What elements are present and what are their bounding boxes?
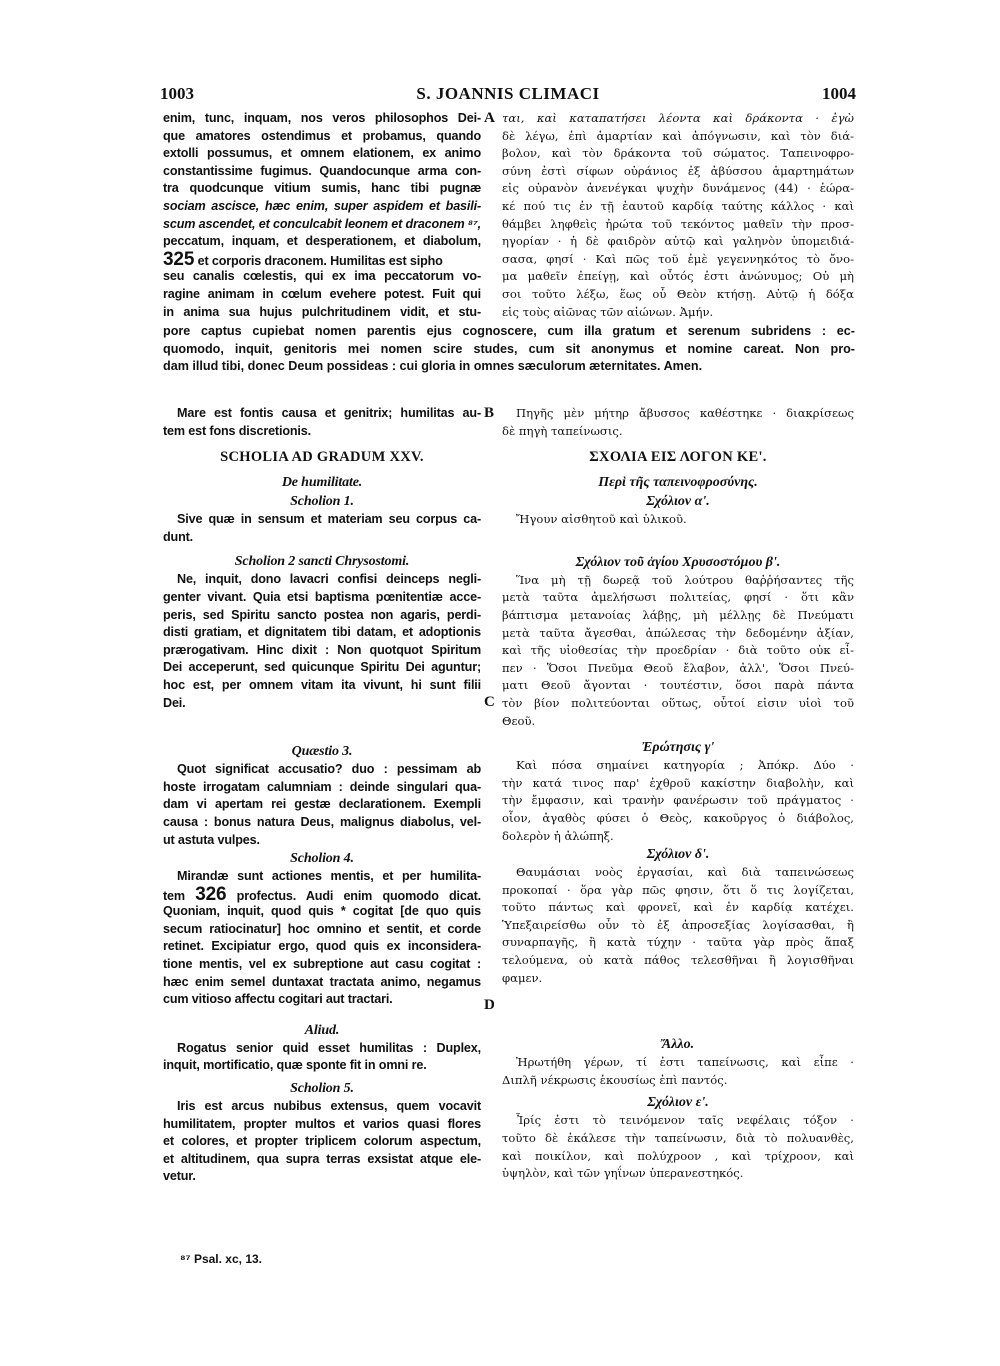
scholion-5-title: Σχόλιον ε'. <box>647 1095 709 1111</box>
text-line: ται, καὶ καταπατήσει λέοντα καὶ δράκοντα · ἐγὼ <box>502 111 854 125</box>
text-line: cum vitioso affectu cogitari aut tractari. <box>163 992 393 1007</box>
text-line: Sive quæ in sensum et materiam seu corpus ca- <box>177 512 481 527</box>
greek-top-text <box>502 110 854 321</box>
text-fragment: et corporis draconem. Humilitas est sipho <box>197 253 443 268</box>
text-line: τὴν ἔμφασιν, καὶ τρανὴν φανέρωσιν τοῦ πράγματος · <box>502 793 854 808</box>
margin-letter-d: D <box>484 997 495 1013</box>
margin-letter-a: A <box>484 110 495 126</box>
text-line: et altitudinem, qua supra terras exsistat atque ele- <box>163 1151 481 1166</box>
page-marker-325: 325 <box>163 250 195 269</box>
text-line: δολερὸν ἡ ἀλώπηξ. <box>502 828 614 843</box>
scholion-5-title: Scholion 5. <box>290 1081 354 1097</box>
text-line-with-marker: tem 326 profectus. Audi enim quomodo dicat. <box>163 885 481 904</box>
text-line: Ἶρίς ἐστι τὸ τεινόμενον ταῖς νεφέλαις τόξον · <box>516 1113 854 1128</box>
text-line: peccatum, inquam, et desperationem, et diabolum, <box>163 234 481 249</box>
section-title: ΣΧΟΛΙΑ ΕΙΣ ΛΟΓΟΝ ΚΕ'. <box>589 449 767 466</box>
text-line: Ἤγουν αἰσθητοῦ καὶ ὑλικοῦ. <box>516 512 687 527</box>
text-line-with-marker <box>163 251 481 269</box>
text-line: εἰς τοὺς αἰῶνας τῶν αἰώνων. Ἀμήν. <box>502 304 714 319</box>
text-line: σύνη ἐστὶ σίφων οὐράνιος ἐξ ἀβύσσου ἁμαρτημάτων <box>502 163 854 178</box>
text-line: δὲ λέγω, ἐπὶ ἁμαρτίαν καὶ ἀπόγνωσιν, καὶ τὸν διά- <box>502 128 854 143</box>
footnote: ⁸⁷ Psal. xc, 13. <box>180 1252 263 1266</box>
text-line: Mare est fontis causa et genitrix; humilitas au- <box>177 406 481 420</box>
page-marker-326: 326 <box>195 885 227 904</box>
question-3-title: Ἐρώτησις γ' <box>641 740 715 756</box>
margin-letter-b: B <box>484 405 495 421</box>
text-line: Ὑπεξαιρείσθω οὖν τὸ ἐξ ἀπροσεξίας λογίσασθαι, ἢ <box>502 917 854 932</box>
text-line: Καὶ πόσα σημαίνει κατηγορία ; Ἀπόκρ. Δύο · <box>516 758 854 773</box>
text-line: Πηγῆς μὲν μήτηρ ἄβυσσος καθέστηκε · διακρίσεως <box>516 406 854 420</box>
latin-scholia-column <box>163 405 481 1186</box>
text-line: Mirandæ sunt actiones mentis, et per humilita- <box>177 869 481 884</box>
text-line: μετὰ ταῦτα ἄγεσθαι, ἀπώλεσας τὴν δεδομένην ἀξίαν, <box>502 625 854 640</box>
text-line: φαμεν. <box>502 970 543 985</box>
text-line: ὑψηλὸν, καὶ τῶν γηΐνων ὑπερανεστηκός. <box>502 1166 744 1181</box>
text-line: hæc enim semel duntaxat tractata animo, negamus <box>163 974 481 989</box>
text-line: τὸν βίον πολιτεύονται οὕτως, οὗτοί εἰσιν υἱοὶ τοῦ <box>502 695 854 710</box>
text-line: θάμβει ληφθεὶς ἠρώτα τοῦ τεκόντος μαθεῖν τὴν προσ- <box>502 216 854 231</box>
text-line: σασα, φησί · Καὶ πῶς τοῦ ἐμὲ γεγεννηκότος τὸ ὄνο- <box>502 251 854 266</box>
text-line: causa : bonus natura Deus, malignus diabolus, vel- <box>163 814 481 829</box>
text-line: tra quodcunque vitium sumis, hanc tibi pugnæ <box>163 181 481 196</box>
text-line: μα μαθεῖν ἐπείγῃ, καὶ οὗτός ἐστι ἀνώνυμος; Οὐ μὴ <box>502 269 854 284</box>
text-line: peris, sed Spiritu sancto postea non agaris, perdi- <box>163 607 481 622</box>
text-line: constantissime fugimus. Quandocunque arma con- <box>163 163 481 178</box>
scholion-4-title: Scholion 4. <box>290 851 354 867</box>
text-line: καὶ τῆς υἱοθεσίας τὴν προεδρίαν · διὰ τοῦτο οὐκ εἶ- <box>502 643 854 658</box>
text-line: hoste irrogatam calumniam : deinde singulari qua- <box>163 779 481 794</box>
text-line: dam illud tibi, donec Deum possideas : cui gloria in omnes sæculorum æternitates. Amen. <box>163 359 703 374</box>
text-line: Θεοῦ. <box>502 713 536 728</box>
text-line: Διπλῆ νέκρωσις ἑκουσίως ἐπὶ παντός. <box>502 1072 728 1087</box>
text-line: prærogativam. Hinc dixit : Non quotquot Spiritum <box>163 642 481 657</box>
text-line: πεν · Ὅσοι Πνεῦμα Θεοῦ ἔλαβον, ἀλλ', Ὅσοι Πνεύ- <box>502 660 854 675</box>
text-line: in anima sua hujus pulchritudinem vidit, et stu- <box>163 304 481 319</box>
aliud-title: Aliud. <box>304 1022 340 1038</box>
text-line: tione mentis, vel ex subreptione aut casu cogitat : <box>163 957 481 972</box>
text-line: Ἠρωτήθη γέρων, τί ἐστι ταπείνωσις, καὶ εἶπε · <box>516 1055 854 1070</box>
text-line: seu canalis cœlestis, qui ex ima peccatorum vo- <box>163 269 481 284</box>
page-number-left: 1003 <box>160 84 194 103</box>
text-line: Rogatus senior quid esset humilitas : Duplex, <box>177 1040 481 1055</box>
text-line: dunt. <box>163 529 194 544</box>
text-line: tem est fons discretionis. <box>163 423 311 438</box>
scholion-2-title: Scholion 2 sancti Chrysostomi. <box>234 554 410 570</box>
section-title: SCHOLIA AD GRADUM XXV. <box>220 449 424 466</box>
text-line: disti gratiam, et dignitatem tibi datam, et adoptionis <box>163 625 481 640</box>
text-line: σοι τοῦτο λέξω, ἕως οὗ Θεὸν κτήσῃ. Αὐτῷ ἡ δόξα <box>502 286 854 301</box>
text-line: inquit, mortificatio, quæ sponte fit in omni re. <box>163 1058 427 1073</box>
text-line: οἷον, ἀγαθὸς φύσει ὁ Θεὸς, κακοῦργος ὁ διάβολος, <box>502 810 854 825</box>
section-subtitle: Περὶ τῆς ταπεινοφροσύνης. <box>598 475 758 491</box>
allo-title: Ἄλλο. <box>661 1037 695 1053</box>
page-header <box>160 84 856 106</box>
full-width-text <box>163 323 855 376</box>
section-subtitle: De humilitate. <box>281 475 363 491</box>
text-line: βάπτισμα μετανοίας λάβῃς, μὴ μέλλῃς δὲ Πνεύματι <box>502 607 854 622</box>
text-line: et colores, et propter triplicem colorum aspectum, <box>163 1134 481 1149</box>
text-line: que amatores ostendimus et probamus, quando <box>163 128 481 143</box>
latin-top-text <box>163 110 481 321</box>
running-head: S. JOANNIS CLIMACI <box>416 84 600 103</box>
text-line: pore captus cupiebat nomen parentis ejus cognoscere, cum illa gratum et serenum subridens : ec- <box>163 324 855 338</box>
text-line: μετὰ ταῦτα ἀμελήσωσι πολιτείας, φησί · ὅτι κἂν <box>502 590 854 605</box>
text-line: sociam ascisce, hæc enim, super aspidem et basili- <box>163 198 481 213</box>
text-line: quomodo, inquit, genitoris mei nomen scire studes, cum sit anonymus et nomine careat. Non pro- <box>163 341 855 356</box>
margin-letter-c: C <box>484 694 495 710</box>
text-line: hoc est, per omnem vitam ita vivunt, hi sunt filii <box>163 677 481 692</box>
text-line: Iris est arcus nubibus extensus, quem vocavit <box>177 1099 481 1114</box>
text-line: humilitatem, propter multos et varios quasi flores <box>163 1116 481 1131</box>
quaestio-3-title: Quæstio 3. <box>291 744 353 760</box>
text-line: τοῦτο δὲ ἐκάλεσε τὴν ταπείνωσιν, διὰ τὸ πολυανθὲς, <box>502 1131 854 1146</box>
text-line: Quot significat accusatio? duo : pessimam ab <box>177 762 481 777</box>
text-line: τελούμενα, οὐ κατὰ πάθος τελεσθῆναι ἢ λογισθῆναι <box>502 953 854 968</box>
text-line: τοῦτο πάντως καὶ φρονεῖ, καὶ ἐν καρδίᾳ κατέχει. <box>502 900 854 915</box>
text-line: vetur. <box>163 1169 196 1184</box>
text-line: Quoniam, inquit, quod quis * cogitat [de quo quis <box>163 904 481 919</box>
text-line: ragine animam in cœlum evehere potest. Fuit qui <box>163 286 481 301</box>
text-line: τὴν κατά τινος παρ' ἐχθροῦ κακίστην διαβολὴν, καὶ <box>502 775 854 790</box>
text-line: Ne, inquit, dono lavacri confisi deinceps negli- <box>177 572 481 587</box>
scholion-2-title: Σχόλιον τοῦ ἁγίου Χρυσοστόμου β'. <box>575 554 781 570</box>
text-line: δὲ πηγὴ ταπείνωσις. <box>502 423 623 438</box>
text-line: secum ratiocinatur] hoc omnino et sentit, et corde <box>163 921 481 936</box>
text-line: Dei. <box>163 695 186 710</box>
text-line: ηγορίαν · ἡ δὲ φαιδρὸν αὐτῷ καὶ γαληνὸν ὑπομειδιά- <box>502 234 854 249</box>
text-line: ματι Θεοῦ ἄγονται · τουτέστιν, ὅσοι παρὰ πάντα <box>502 678 854 693</box>
text-line: ut astuta vulpes. <box>163 832 260 847</box>
scholion-4-title: Σχόλιον δ'. <box>646 847 710 863</box>
text-line: συναρπαγῆς, ἢ κατὰ τύχην · ταῦτα γὰρ πρὸς ἅπαξ <box>502 935 854 950</box>
text-line: Θαυμάσιαι νοὸς ἐργασίαι, καὶ διὰ ταπεινώσεως <box>516 865 854 880</box>
text-line: dam vi apertam rei gestæ declarationem. Exempli <box>163 797 481 812</box>
text-line: scum ascendet, et conculcabit leonem et draconem ⁸⁷, <box>163 216 481 231</box>
text-line: Dei acceperunt, sed quicunque Spiritu Dei aguntur; <box>163 660 481 675</box>
text-line: καὶ ποικίλον, καὶ πολύχροον , καὶ τρίχροον, καὶ <box>502 1148 854 1163</box>
scholion-1-title: Scholion 1. <box>290 494 354 510</box>
page-number-right: 1004 <box>822 84 856 103</box>
text-line: προκοπαί · ὅρα γὰρ πῶς φησιν, ὅτι ὅ τις λογίζεται, <box>502 882 854 897</box>
text-line: Ἵνα μὴ τῇ δωρεᾷ τοῦ λούτρου θαῤῥήσαντες τῆς <box>516 572 854 587</box>
text-line: κέ πού τις ἐν τῇ ἑαυτοῦ καρδίᾳ ταύτης κάλλος · καὶ <box>502 198 854 213</box>
text-line: enim, tunc, inquam, nos veros philosophos Dei- <box>163 111 481 125</box>
text-line: βολον, καὶ τὸν δράκοντα τοῦ σώματος. Ταπεινοφρο- <box>502 146 854 161</box>
text-line: extolli possumus, et omnem elationem, ex animo <box>163 146 481 161</box>
text-line: εἰς οὐρανὸν ἀνενέγκαι ψυχὴν δυνάμενος (44) · ἑώρα- <box>502 181 854 196</box>
greek-scholia-column <box>502 405 854 1183</box>
text-line: genter vivant. Quia etsi baptisma pœnitentiæ acce- <box>163 589 481 604</box>
scholion-1-title: Σχόλιον α'. <box>646 494 710 510</box>
text-line: retinet. Excipiatur ergo, quod quis ex inconsidera- <box>163 939 481 954</box>
